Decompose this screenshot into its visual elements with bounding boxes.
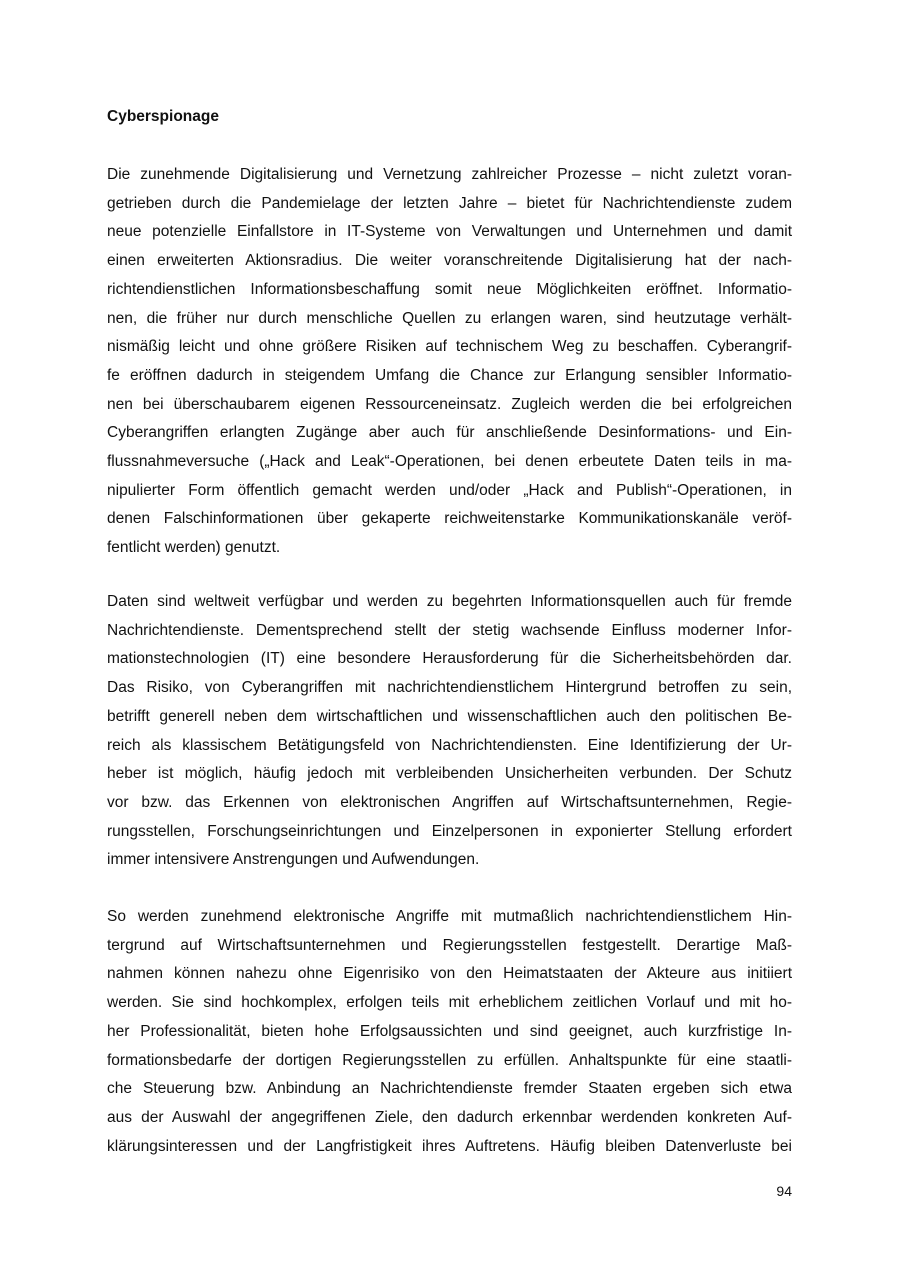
text-line: vor bzw. das Erkennen von elektronischen Angriffen auf Wirtschaftsunternehmen, Regie- [107, 793, 792, 811]
text-line: her Professionalität, bieten hohe Erfolgsaussichten und sind geeignet, auch kurzfristige In- [107, 1022, 792, 1040]
text-line: fe eröffnen dadurch in steigendem Umfang die Chance zur Erlangung sensibler Informatio- [107, 366, 792, 384]
text-line: aus der Auswahl der angegriffenen Ziele, den dadurch erkennbar werdenden konkreten Auf- [107, 1108, 792, 1126]
text-line: heber ist möglich, häufig jedoch mit verbleibenden Unsicherheiten verbunden. Der Schutz [107, 765, 792, 783]
text-line: Nachrichtendienste. Dementsprechend stellt der stetig wachsende Einfluss moderner Infor- [107, 621, 792, 639]
text-line: Daten sind weltweit verfügbar und werden zu begehrten Informationsquellen auch für fremde [107, 593, 792, 610]
text-line: mationstechnologien (IT) eine besondere Herausforderung für die Sicherheitsbehörden dar. [107, 650, 792, 668]
text-line: Cyberangriffen erlangten Zugänge aber auch für anschließende Desinformations- und Ein- [107, 424, 792, 442]
text-line: neue potenzielle Einfallstore in IT-Systeme von Verwaltungen und Unternehmen und damit [107, 223, 792, 241]
text-line: immer intensivere Anstrengungen und Aufwendungen. [107, 851, 480, 869]
text-line: rungsstellen, Forschungseinrichtungen und Einzelpersonen in exponierter Stellung erfordert [107, 822, 792, 840]
text-line: Das Risiko, von Cyberangriffen mit nachrichtendienstlichem Hintergrund betroffen zu sein, [107, 679, 792, 697]
text-line: flussnahmeversuche („Hack and Leak“-Operationen, bei denen erbeutete Daten teils in ma- [107, 453, 792, 470]
text-line: che Steuerung bzw. Anbindung an Nachrichtendienste fremder Staaten ergeben sich etwa [107, 1080, 792, 1098]
text-line: einen erweiterten Aktionsradius. Die weiter voranschreitende Digitalisierung hat der nach- [107, 252, 792, 270]
section-heading: Cyberspionage [107, 108, 219, 125]
text-line: formationsbedarfe der dortigen Regierungsstellen zu erfüllen. Anhaltspunkte für eine staatli- [107, 1051, 792, 1069]
text-line: nen bei überschaubarem eigenen Ressourceneinsatz. Zugleich werden die bei erfolgreichen [107, 395, 792, 413]
text-line: fentlicht werden) genutzt. [107, 539, 281, 557]
text-line: klärungsinteressen und der Langfristigkeit ihres Auftretens. Häufig bleiben Datenverluste bei [107, 1137, 792, 1155]
text-line: tergrund auf Wirtschaftsunternehmen und Regierungsstellen festgestellt. Derartige Maß- [107, 936, 792, 954]
text-line: werden. Sie sind hochkomplex, erfolgen teils mit erheblichem zeitlichen Vorlauf und mit ho- [107, 994, 792, 1012]
text-line: denen Falschinformationen über gekaperte reichweitenstarke Kommunikationskanäle veröf- [107, 510, 792, 528]
text-line: Die zunehmende Digitalisierung und Vernetzung zahlreicher Prozesse – nicht zuletzt voran- [107, 166, 792, 183]
text-line: richtendienstlichen Informationsbeschaffung somit neue Möglichkeiten eröffnet. Informatio- [107, 280, 792, 298]
page-number: 94 [776, 1183, 792, 1199]
text-line: nen, die früher nur durch menschliche Quellen zu erlangen waren, sind heutzutage verhält- [107, 309, 792, 327]
text-line: getrieben durch die Pandemielage der letzten Jahre – bietet für Nachrichtendienste zudem [107, 194, 792, 212]
text-line: betrifft generell neben dem wirtschaftlichen und wissenschaftlichen auch den politischen Be- [107, 707, 792, 725]
text-line: nipulierter Form öffentlich gemacht werden und/oder „Hack and Publish“-Operationen, in [107, 481, 792, 499]
text-line: nahmen können nahezu ohne Eigenrisiko von den Heimatstaaten der Akteure aus initiiert [107, 965, 792, 983]
text-line: reich als klassischem Betätigungsfeld von Nachrichtendiensten. Eine Identifizierung der Ur- [107, 736, 792, 754]
text-line: So werden zunehmend elektronische Angriffe mit mutmaßlich nachrichtendienstlichem Hin- [107, 908, 792, 925]
text-line: nismäßig leicht und ohne größere Risiken auf technischem Weg zu beschaffen. Cyberangrif- [107, 338, 792, 356]
